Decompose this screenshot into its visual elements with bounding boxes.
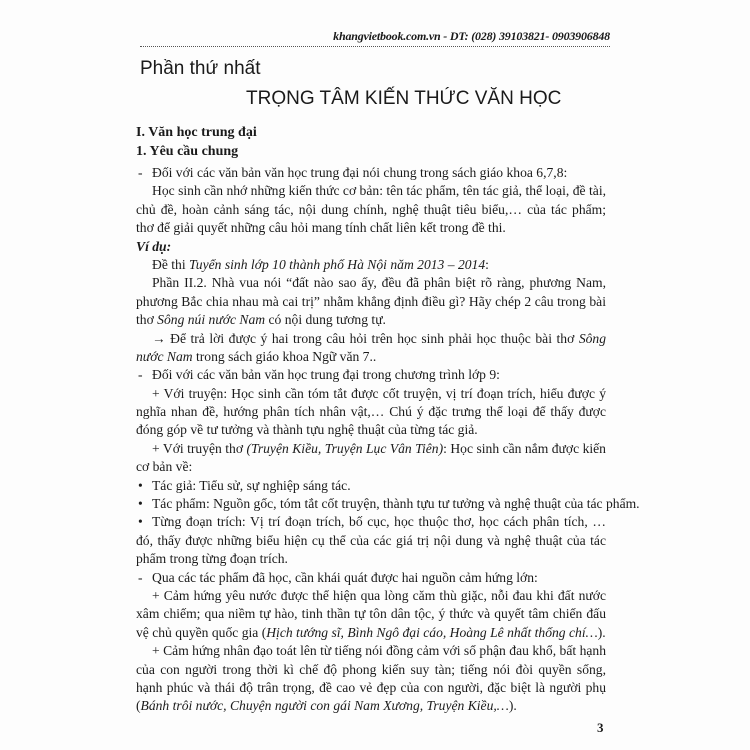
text-line [136, 697, 606, 715]
text-line [136, 624, 606, 642]
text-segment: thơ để giải quyết những câu hỏi mang tính chất liên kết trong đề thi. [136, 220, 506, 236]
subsection-heading: 1. Yêu cầu chung [136, 144, 239, 159]
text-segment: đóng góp về tư tưởng và thành tựu nghệ thuật của từng tác giả. [136, 422, 478, 438]
emphasized-text: nước Nam [136, 348, 193, 364]
text-segment: Qua các tác phẩm đã học, cần khái quát được hai nguồn cảm hứng lớn: [152, 569, 538, 585]
text-segment: có nội dung tương tự. [265, 312, 386, 328]
text-line [136, 587, 606, 605]
text-segment: Từng đoạn trích: Vị trí đoạn trích, bố cục, học thuộc thơ, học cách phân tích, … [152, 514, 606, 530]
text-line [136, 256, 606, 274]
body-text [136, 164, 640, 716]
text-segment: phương Bắc chia nhau mà cai trị” nhằm khẳng định điều gì? Hãy chép 2 câu trong bài [136, 293, 606, 309]
text-segment: + Cảm hứng nhân đạo toát lên từ tiếng nói đồng cảm với số phận đau khổ, bất hạnh [152, 643, 606, 659]
text-line [136, 366, 606, 384]
text-segment: Học sinh cần nhớ những kiến thức cơ bản: tên tác phẩm, tên tác giả, thể loại, đề tài, [152, 183, 606, 199]
text-line [136, 385, 606, 403]
text-line [136, 293, 606, 311]
page-header: khangvietbook.com.vn - DT: (028) 39103821- 0903906848 [140, 29, 610, 47]
text-line [136, 219, 606, 237]
text-segment: đó, thấy được những biểu hiện cụ thể của các giá trị nội dung và nghệ thuật của tác [136, 532, 606, 548]
bullet-icon: • [138, 477, 143, 493]
bullet-icon: • [138, 496, 143, 512]
text-line [136, 164, 606, 182]
text-line [136, 330, 606, 348]
page-number: 3 [597, 720, 604, 735]
text-segment: Đối với các văn bản văn học trung đại nói chung trong sách giáo khoa 6,7,8: [152, 165, 568, 180]
dash-marker: - [138, 165, 143, 180]
text-segment: xâm chiếm; qua niềm tự hào, tinh thần tự tôn dân tộc, ý thức và quyết tâm chiến đấu [136, 606, 606, 622]
text-segment: ( [136, 698, 141, 714]
page-title: TRỌNG TÂM KIẾN THỨC VĂN HỌC [246, 88, 562, 109]
text-segment: → Để trả lời được ý hai trong câu hỏi trên học sinh phải học thuộc bài thơ [152, 330, 579, 346]
text-segment: + Cảm hứng yêu nước được thể hiện qua lòng căm thù giặc, nỗi đau khi đất nước [152, 587, 606, 603]
text-segment: hạnh phúc và thái độ trân trọng, đề cao vẻ đẹp của con người, đặc biệt là người phụ [136, 679, 606, 695]
text-line [136, 532, 606, 550]
text-segment: vệ chủ quyền quốc gia ( [136, 624, 267, 640]
text-segment: : Học sinh cần nắm được kiến [443, 440, 606, 456]
text-line [136, 403, 606, 421]
text-line [136, 201, 606, 219]
text-segment: Tác phẩm: Nguồn gốc, tóm tắt cốt truyện, thành tựu tư tưởng và nghệ thuật của tác phẩm. [152, 496, 640, 512]
text-line [136, 311, 606, 329]
bullet-icon: • [138, 514, 143, 530]
emphasized-text: Bánh trôi nước, Chuyện người con gái Nam Xương, Truyện Kiều,… [140, 698, 509, 714]
text-line [136, 440, 606, 458]
section-heading: I. Văn học trung đại [136, 125, 257, 140]
text-segment: nghĩa nhan đề, hướng phân tích nhân vật,… Chú ý đặc trưng thể loại để thấy được [136, 404, 606, 420]
text-line [136, 238, 606, 256]
text-segment: Đối với các văn bản văn học trung đại trong chương trình lớp 9: [152, 367, 500, 383]
text-line [136, 679, 606, 697]
text-line [136, 421, 606, 439]
text-segment: Phần II.2. Nhà vua nói “đất nào sao ấy, đều đã phân biệt rõ ràng, phương Nam, [152, 275, 606, 291]
text-line [136, 661, 606, 679]
text-segment: Tác giả: Tiểu sử, sự nghiệp sáng tác. [152, 477, 351, 493]
text-segment: + Với truyện thơ [152, 440, 247, 456]
text-segment: ). [597, 624, 606, 640]
emphasized-text: Tuyển sinh lớp 10 thành phố Hà Nội năm 2013 – 2014 [189, 256, 486, 272]
emphasized-text: Hịch tướng sĩ, Bình Ngô đại cáo, Hoàng Lê nhất thống chí… [266, 624, 598, 640]
emphasized-text: Ví dụ: [136, 238, 172, 254]
text-line [136, 550, 606, 568]
text-segment: trong sách giáo khoa Ngữ văn 7.. [192, 348, 377, 364]
text-segment: : [485, 256, 489, 272]
emphasized-text: Sông núi nước Nam [157, 312, 266, 328]
text-segment: cơ bản về: [136, 459, 193, 475]
emphasized-text: (Truyện Kiều, Truyện Lục Vân Tiên) [246, 440, 444, 456]
dash-marker: - [138, 569, 143, 585]
dash-marker: - [138, 367, 143, 383]
text-line [136, 495, 640, 513]
text-segment: thơ [136, 312, 158, 328]
text-segment: của con người trong thời kì chế độ phong kiến suy tàn; tiếng nói đòi quyền sống, [136, 661, 606, 677]
text-line [136, 274, 606, 292]
text-segment: + Với truyện: Học sinh cần tóm tắt được cốt truyện, vị trí đoạn trích, hiểu được ý [152, 385, 606, 401]
text-line [136, 513, 606, 531]
text-line [136, 642, 606, 660]
text-line [136, 182, 606, 200]
text-line [136, 605, 606, 623]
part-label: Phần thứ nhất [140, 58, 261, 79]
text-line [136, 569, 606, 587]
text-line [136, 477, 606, 495]
text-segment: phẩm trong từng đoạn trích. [136, 551, 288, 567]
text-segment: chủ đề, hoàn cảnh sáng tác, nội dung chính, nghệ thuật tiêu biểu,… của tác phẩm; [136, 201, 606, 217]
text-segment: ). [508, 698, 517, 714]
text-segment: Đề thi [152, 256, 189, 272]
text-line [136, 458, 606, 476]
text-line [136, 348, 606, 366]
emphasized-text: Sông [578, 330, 606, 346]
